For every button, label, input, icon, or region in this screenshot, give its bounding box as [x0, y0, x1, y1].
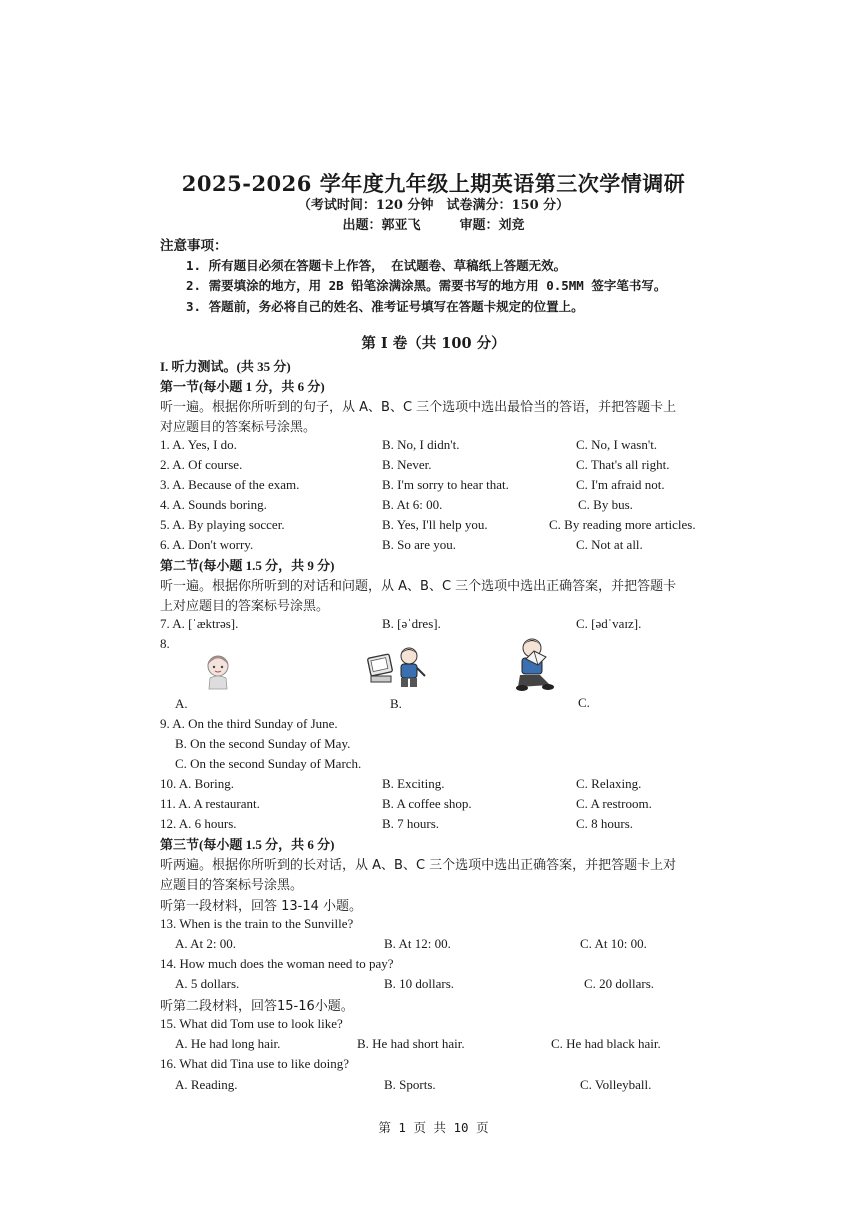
option-a: A. At 2: 00.	[175, 936, 237, 951]
option-b: B. At 6: 00.	[382, 497, 443, 512]
girl-picture	[203, 652, 233, 690]
option-b: B. A coffee shop.	[382, 796, 472, 811]
picture-label-a: A.	[175, 696, 188, 711]
option-a: 2. A. Of course.	[160, 457, 243, 472]
section3-instruction: 应题目的答案标号涂黑。	[160, 878, 304, 893]
question-row	[0, 976, 867, 994]
section2-heading: 第二节(每小题 1.5 分，共 9 分)	[160, 558, 335, 573]
option-c: C. That's all right.	[576, 457, 670, 472]
option-b: B. Yes, I'll help you.	[382, 517, 488, 532]
option-c: C. By reading more articles.	[549, 517, 696, 532]
option-a: A. 5 dollars.	[175, 976, 240, 991]
question-row	[0, 537, 867, 555]
option-b: B. No, I didn't.	[382, 437, 460, 452]
boy-computer-picture	[367, 646, 429, 690]
note-item: 1. 所有题目必须在答题卡上作答， 在试题卷、草稿纸上答题无效。	[186, 258, 567, 273]
section3-instruction: 听两遍。根据你所听到的长对话，从 A、B、C 三个选项中选出正确答案，并把答题卡上对	[160, 858, 677, 873]
option-c: C. 20 dollars.	[584, 976, 655, 991]
option-b: B. 10 dollars.	[384, 976, 455, 991]
section1-instruction: 对应题目的答案标号涂黑。	[160, 420, 317, 435]
question-text: 16. What did Tina use to like doing?	[160, 1056, 349, 1071]
note-item: 2. 需要填涂的地方，用 2B 铅笔涂满涂黑。需要书写的地方用 0.5MM 签字笔书写。	[186, 278, 667, 293]
option-a: 7. A. [ˈæktrəs].	[160, 616, 239, 631]
option-b: B. So are you.	[382, 537, 457, 552]
option-a: A. Reading.	[175, 1077, 238, 1092]
question-text: 14. How much does the woman need to pay?	[160, 956, 394, 971]
option-b: B. [əˈdres].	[382, 616, 441, 631]
question-row	[0, 776, 867, 794]
section3-heading: 第三节(每小题 1.5 分，共 6 分)	[160, 837, 335, 852]
option-a: 12. A. 6 hours.	[160, 816, 237, 831]
question-number: 8.	[160, 636, 170, 651]
section2-instruction: 听一遍。根据你所听到的对话和问题，从 A、B、C 三个选项中选出正确答案，并把答题卡	[160, 579, 677, 594]
option-c: C. A restroom.	[576, 796, 652, 811]
option-c: C. 8 hours.	[576, 816, 634, 831]
question-row	[0, 796, 867, 814]
question-row	[0, 497, 867, 515]
material-heading: 听第一段材料，回答 13-14 小题。	[160, 899, 363, 914]
question-text: 13. When is the train to the Sunville?	[160, 916, 354, 931]
page-footer: 第 1 页 共 10 页	[378, 1120, 489, 1135]
option-b: B. I'm sorry to hear that.	[382, 477, 509, 492]
exam-authors: 出题：郭亚飞 审题：刘竞	[342, 218, 525, 233]
option-b: B. Exciting.	[382, 776, 445, 791]
notes-heading: 注意事项：	[160, 238, 228, 254]
option-b: B. Never.	[382, 457, 432, 472]
option-a: A. He had long hair.	[175, 1036, 281, 1051]
option-c: C. On the second Sunday of March.	[175, 756, 362, 771]
note-item: 3. 答题前，务必将自己的姓名、准考证号填写在答题卡规定的位置上。	[186, 299, 584, 314]
option-c: C. [ədˈvaɪz].	[576, 616, 642, 631]
question-text: 15. What did Tom use to look like?	[160, 1016, 343, 1031]
option-c: C. I'm afraid not.	[576, 477, 665, 492]
option-b: B. On the second Sunday of May.	[175, 736, 351, 751]
question-row	[0, 936, 867, 954]
option-a: 1. A. Yes, I do.	[160, 437, 237, 452]
page-title: 2025-2026 学年度九年级上期英语第三次学情调研	[181, 171, 686, 196]
option-b: B. Sports.	[384, 1077, 436, 1092]
exam-info: （考试时间：120 分钟 试卷满分：150 分）	[297, 198, 570, 213]
option-a: 5. A. By playing soccer.	[160, 517, 285, 532]
option-c: C. Volleyball.	[580, 1077, 652, 1092]
option-a: 3. A. Because of the exam.	[160, 477, 300, 492]
material-heading: 听第二段材料，回答15-16小题。	[160, 999, 354, 1014]
question-row	[0, 816, 867, 834]
option-a: 9. A. On the third Sunday of June.	[160, 716, 338, 731]
option-a: 11. A. A restaurant.	[160, 796, 260, 811]
section1-instruction: 听一遍。根据你所听到的句子，从 A、B、C 三个选项中选出最恰当的答语，并把答题卡上	[160, 400, 677, 415]
picture-label-c: C.	[578, 695, 590, 710]
option-c: C. Relaxing.	[576, 776, 642, 791]
listening-heading: I. 听力测试。(共 35 分)	[160, 359, 291, 374]
option-a: 10. A. Boring.	[160, 776, 235, 791]
question-row	[0, 517, 867, 535]
question-row	[0, 1077, 867, 1095]
option-c: C. By bus.	[578, 497, 633, 512]
option-c: C. At 10: 00.	[580, 936, 647, 951]
option-b: B. At 12: 00.	[384, 936, 451, 951]
question-row	[0, 457, 867, 475]
option-a: 6. A. Don't worry.	[160, 537, 254, 552]
question-row	[0, 1036, 867, 1054]
option-c: C. No, I wasn't.	[576, 437, 658, 452]
question-row	[0, 477, 867, 495]
part-heading: 第 I 卷（共 100 分）	[361, 335, 506, 352]
option-b: B. 7 hours.	[382, 816, 440, 831]
option-a: 4. A. Sounds boring.	[160, 497, 267, 512]
question-row	[0, 616, 867, 634]
option-c: C. Not at all.	[576, 537, 643, 552]
option-b: B. He had short hair.	[357, 1036, 465, 1051]
boy-reading-picture	[510, 637, 560, 693]
section2-instruction: 上对应题目的答案标号涂黑。	[160, 599, 330, 614]
option-c: C. He had black hair.	[551, 1036, 661, 1051]
question-row	[0, 437, 867, 455]
picture-label-b: B.	[390, 696, 402, 711]
section1-heading: 第一节(每小题 1 分，共 6 分)	[160, 379, 325, 394]
